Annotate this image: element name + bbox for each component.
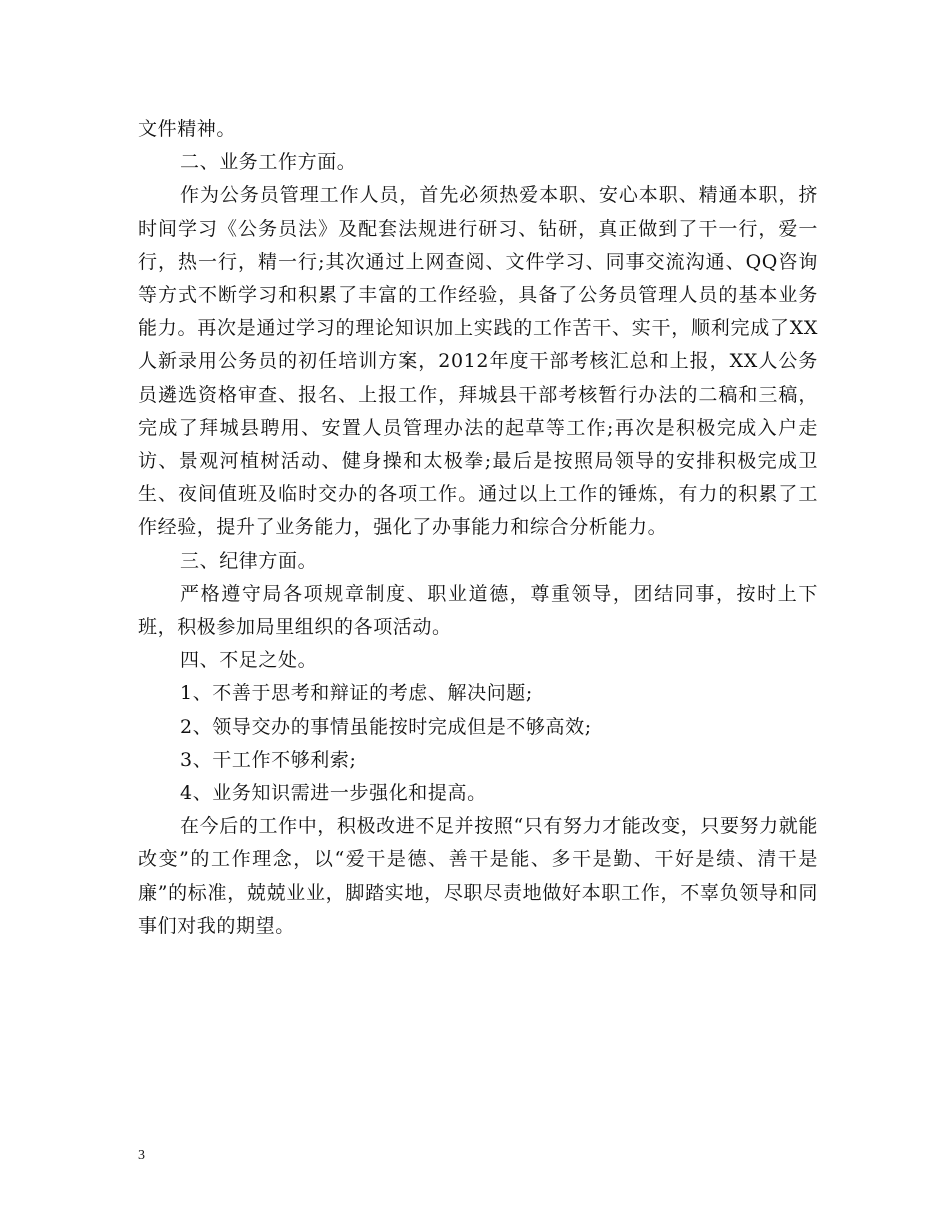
section-heading-shortcomings: 四、不足之处。 [180, 649, 318, 672]
section-heading-business: 二、业务工作方面。 [180, 151, 357, 174]
paragraph-business-work: 作为公务员管理工作人员，首先必须热爱本职、安心本职、精通本职，挤时间学习《公务员法》及配套法规进行研习、钻研，真正做到了干一行，爱一行，热一行，精一行;其次通过上网查阅、文件学习、同事交流沟通、QQ咨询等方式不断学习和积累了丰富的工作经验，具备了公务员管理人员的基本业务能力。再次是通过学习的理论知识加上实践的工作苦干、实干，顺利完成了XX人新录用公务员的初任培训方案，2012年度干部考核汇总和上报，XX人公务员遴选资格审查、报名、上报工作，拜城县干部考核暂行办法的二稿和三稿，完成了拜城县聘用、安置人员管理办法的起草等工作;再次是积极完成入户走访、景观河植树活动、健身操和太极拳;最后是按照局领导的安排积极完成卫生、夜间值班及临时交办的各项工作。通过以上工作的锤炼，有力的积累了工作经验，提升了业务能力，强化了办事能力和综合分析能力。 [138, 184, 818, 539]
shortcoming-item-4: 4、业务知识需进一步强化和提高。 [180, 782, 487, 805]
shortcoming-item-2: 2、领导交办的事情虽能按时完成但是不够高效; [180, 715, 592, 738]
paragraph-discipline: 严格遵守局各项规章制度、职业道德，尊重领导，团结同事，按时上下班，积极参加局里组织的各项活动。 [138, 582, 818, 639]
paragraph-continuation: 文件精神。 [138, 118, 237, 140]
section-heading-discipline: 三、纪律方面。 [180, 549, 318, 572]
document-body [138, 113, 818, 943]
shortcoming-item-3: 3、干工作不够利索; [180, 748, 357, 771]
paragraph-conclusion: 在今后的工作中，积极改进不足并按照“只有努力才能改变，只要努力就能改变”的工作理念，以“爱干是德、善干是能、多干是勤、干好是绩、清干是廉”的标准，兢兢业业，脚踏实地，尽职尽责地做好本职工作，不辜负领导和同事们对我的期望。 [138, 815, 818, 937]
page-number: 3 [138, 1148, 145, 1163]
shortcoming-item-1: 1、不善于思考和辩证的考虑、解决问题; [180, 682, 533, 705]
